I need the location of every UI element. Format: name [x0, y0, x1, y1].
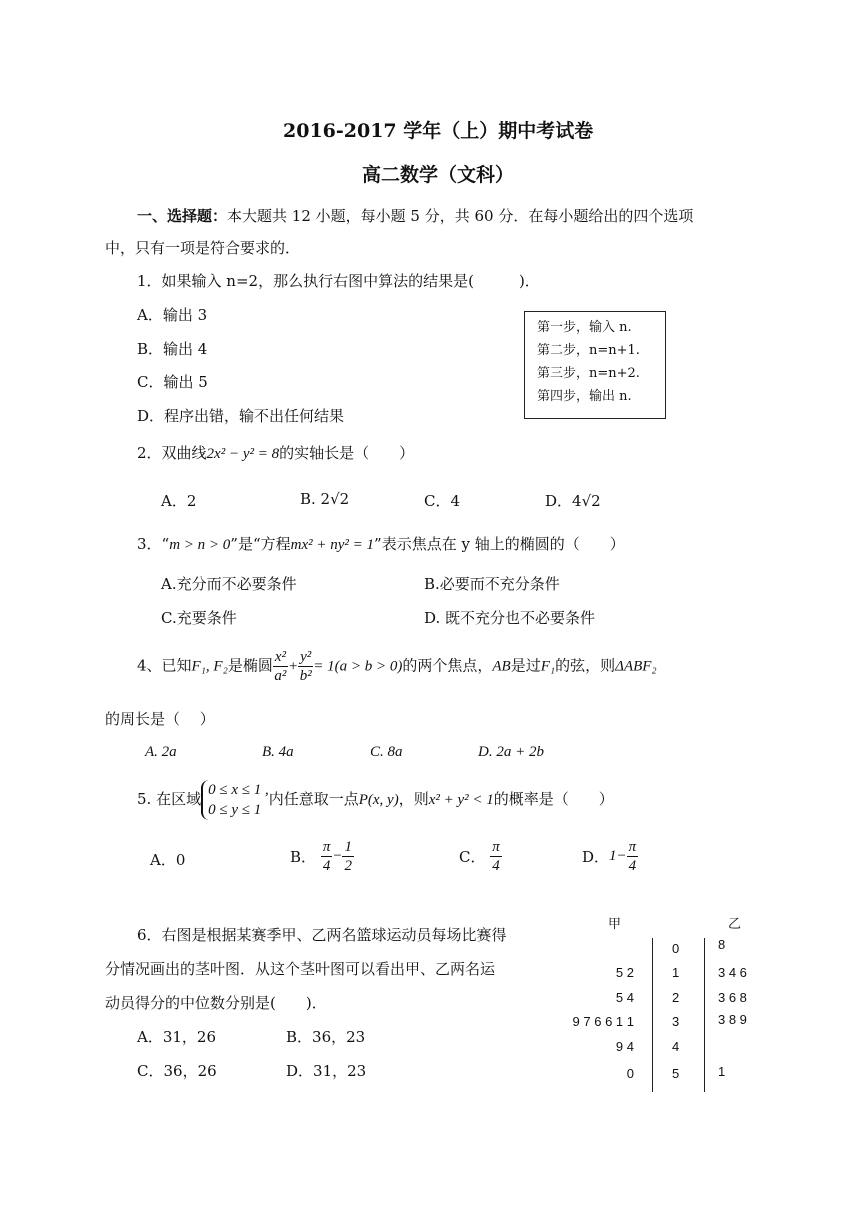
q3-stem: [137, 533, 625, 554]
q5-option-b: B． $\frac{\pi}{4}$ − $\frac{1}{2}$: [290, 839, 352, 874]
stem-leaf-right-5: 1: [718, 1064, 726, 1079]
q4-mid2: 的两个焦点，: [402, 656, 493, 675]
q2-equation: 2x² − y² = 8: [206, 446, 280, 462]
stem-1: 1: [672, 965, 680, 980]
q6-option-a: A．31，26: [137, 1028, 217, 1046]
q1-stem: 1．如果输入 n=2，那么执行右图中算法的结果是( )．: [137, 272, 540, 290]
q4-fraction-y: $\frac{\text{y²}}{\text{b²}}$: [299, 649, 312, 684]
stem-4: 4: [672, 1039, 680, 1054]
stem-leaf-right-0: 8: [718, 937, 726, 952]
stem-divider-right: [704, 938, 705, 1092]
stem-leaf-left-1: 5 2: [615, 965, 634, 980]
q1-option-d: D．程序出错，输不出任何结果: [137, 407, 345, 425]
q3-option-b: B.必要而不充分条件: [424, 575, 560, 593]
q3-option-c: C.充要条件: [161, 609, 237, 627]
q1-option-a: A．输出 3: [137, 306, 208, 324]
algorithm-step-4: 第四步，输出 n.: [537, 389, 632, 404]
q4-stem: 4、已知F₁, F₂是椭圆 $\frac{\text{x²}}{\text{a²}}$ + $\frac{\text{y²}}{\text{b²}}$ = 1(a > b > 0)的两个焦点，AB是过F₁的弦，则ΔABF₂: [137, 649, 657, 684]
algorithm-box: [524, 311, 666, 419]
section-intro: [137, 205, 693, 226]
algorithm-step-3: 第三步，n=n+2.: [537, 366, 640, 381]
q5-prefix: 5. 在区域: [137, 790, 202, 808]
q6-option-d: D．31，23: [286, 1062, 367, 1080]
q2-suffix: 的实轴长是（ ）: [279, 444, 415, 462]
q3-condition: m > n > 0: [169, 537, 231, 553]
q4-fraction-x: $\frac{\text{x²}}{\text{a²}}$: [274, 649, 287, 684]
q5-inequality: x² + y² < 1: [428, 792, 494, 808]
q6-option-c: C．36，26: [137, 1062, 217, 1080]
q4-triangle: ΔABF₂: [615, 658, 657, 675]
q4-option-d: D. 2a + 2b: [478, 744, 544, 760]
exam-title: 2016-2017 学年（上）期中考试卷: [283, 120, 594, 142]
q4-equation-tail: = 1(a > b > 0): [313, 658, 403, 675]
q3-suffix: ”表示焦点在 y 轴上的椭圆的（ ）: [374, 535, 625, 553]
stem-divider-left: [652, 938, 653, 1092]
stem-leaf-right-1: 3 4 6: [718, 965, 747, 980]
stem-leaf-left-3: 9 7 6 6 1 1: [572, 1014, 634, 1029]
q5-stem: 5. 在区域 0 ≤ x ≤ 1 , 0 ≤ y ≤ 1 内任意取一点P(x, y)，则x² + y² < 1的概率是（ ）: [137, 782, 614, 818]
stem-3: 3: [672, 1014, 680, 1029]
q3-option-a: A.充分而不必要条件: [161, 575, 297, 593]
exam-subtitle: 高二数学（文科）: [362, 164, 515, 186]
q2-option-d: D．4√2: [545, 492, 601, 510]
q4-mid1: 是椭圆: [227, 656, 273, 675]
q6-option-b: B．36，23: [286, 1028, 366, 1046]
q5-option-d: D．1− $\frac{\pi}{4}$: [582, 839, 637, 874]
stem-leaf-right-header: 乙: [728, 916, 742, 931]
q5-point: P(x, y): [358, 792, 399, 808]
stem-leaf-left-4: 9 4: [615, 1039, 634, 1054]
section-intro-line2: 中，只有一项是符合要求的．: [105, 239, 301, 257]
q4-line2: 的周长是（ ）: [105, 710, 215, 728]
q5-option-c: C． $\frac{\pi}{4}$: [459, 839, 500, 874]
q6-line2: 分情况画出的茎叶图．从这个茎叶图可以看出甲、乙两名运: [105, 960, 496, 978]
section-intro-line1: 本大题共 12 小题，每小题 5 分，共 60 分．在每小题给出的四个选项: [227, 207, 694, 225]
stem-0: 0: [672, 941, 680, 956]
stem-leaf-left-header: 甲: [608, 916, 622, 931]
q2-prefix: 2．双曲线: [137, 444, 207, 462]
stem-leaf-right-2: 3 6 8: [718, 990, 747, 1005]
q4-option-c: C. 8a: [370, 744, 403, 760]
q6-line1: 6．右图是根据某赛季甲、乙两名篮球运动员每场比赛得: [137, 926, 507, 944]
q2-option-a: A．2: [161, 492, 197, 510]
algorithm-step-2: 第二步，n=n+1.: [537, 343, 640, 358]
stem-5: 5: [672, 1066, 680, 1081]
q4-option-b: B. 4a: [262, 744, 294, 760]
q2-option-c: C．4: [424, 492, 461, 510]
stem-leaf-left-2: 5 4: [615, 990, 634, 1005]
q2-option-b: B. 2√2: [300, 490, 350, 508]
q1-option-c: C．输出 5: [137, 373, 208, 391]
q3-equation: mx² + ny² = 1: [290, 537, 375, 553]
q5-region-system: 0 ≤ x ≤ 1 , 0 ≤ y ≤ 1: [201, 780, 269, 820]
q1-option-b: B．输出 4: [137, 340, 208, 358]
algorithm-step-1: 第一步，输入 n.: [537, 320, 632, 335]
q4-option-a: A. 2a: [145, 744, 177, 760]
q2-stem: [137, 442, 414, 463]
q3-option-d: D. 既不充分也不必要条件: [424, 609, 596, 627]
q3-mid: ”是“方程: [230, 535, 291, 553]
q3-prefix: 3．“: [137, 535, 170, 553]
stem-2: 2: [672, 990, 680, 1005]
stem-leaf-right-3: 3 8 9: [718, 1012, 747, 1027]
q6-line3: 动员得分的中位数分别是( )．: [105, 994, 327, 1012]
q5-option-a: A．0: [150, 851, 186, 869]
q4-prefix: 4、已知: [137, 656, 192, 675]
stem-leaf-left-5: 0: [626, 1066, 634, 1081]
q4-foci: F₁, F₂: [191, 658, 228, 675]
section-label: 一、选择题：: [137, 207, 228, 225]
